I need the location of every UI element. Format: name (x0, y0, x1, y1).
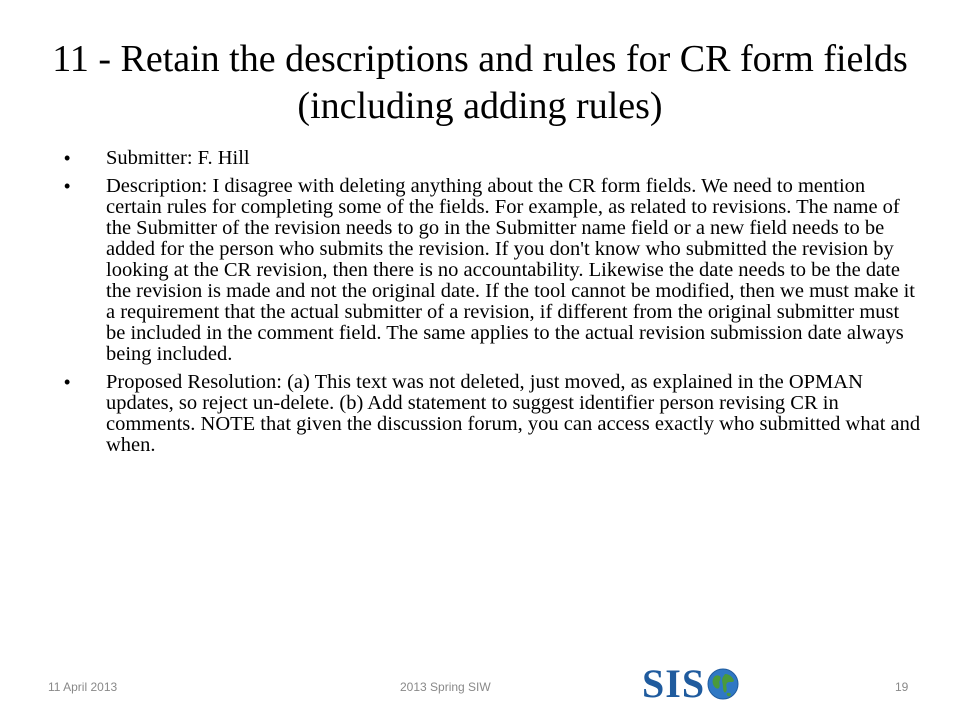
bullet-submitter (62, 148, 922, 169)
slide-title: 11 - Retain the descriptions and rules for CR form fields (including adding rules) (52, 38, 908, 127)
bullet-text: Proposed Resolution: (a) This text was not deleted, just moved, as explained in the OPMAN updates, so reject un-delete. (b) Add statement to suggest identifier person revising CR in comments. NOTE that given the discussion forum, you can access exactly who submitted what and when. (106, 371, 921, 456)
bullet-icon: • (64, 176, 71, 196)
footer-page-number: 19 (895, 680, 909, 694)
bullet-list (62, 148, 922, 463)
bullet-icon: • (64, 148, 71, 168)
bullet-text: Submitter: F. Hill (106, 147, 250, 169)
logo-text: SIS (642, 661, 706, 706)
footer-event: 2013 Spring SIW (400, 680, 491, 694)
bullet-text: Description: I disagree with deleting anything about the CR form fields. We need to mention certain rules for completing some of the fields. For example, as related to revisions. The name of the Submitter of the revision needs to go in the Submitter name field or a new field needs to be added for the person who submits the revision. If you don't know who submitted the revision by looking at the CR revision, then there is no accountability. Likewise the date needs to be the date the revision is made and not the original date. If the tool cannot be modified, then we must make it a requirement that the actual submitter of a revision, if different from the original submitter must be included in the comment field. The same applies to the actual revision submission date always being included. (106, 175, 915, 365)
sisо-logo (642, 662, 739, 706)
bullet-proposed-resolution (62, 372, 922, 456)
bullet-icon: • (64, 372, 71, 392)
bullet-description (62, 176, 922, 365)
footer-date: 11 April 2013 (48, 680, 118, 694)
globe-icon (707, 668, 739, 700)
